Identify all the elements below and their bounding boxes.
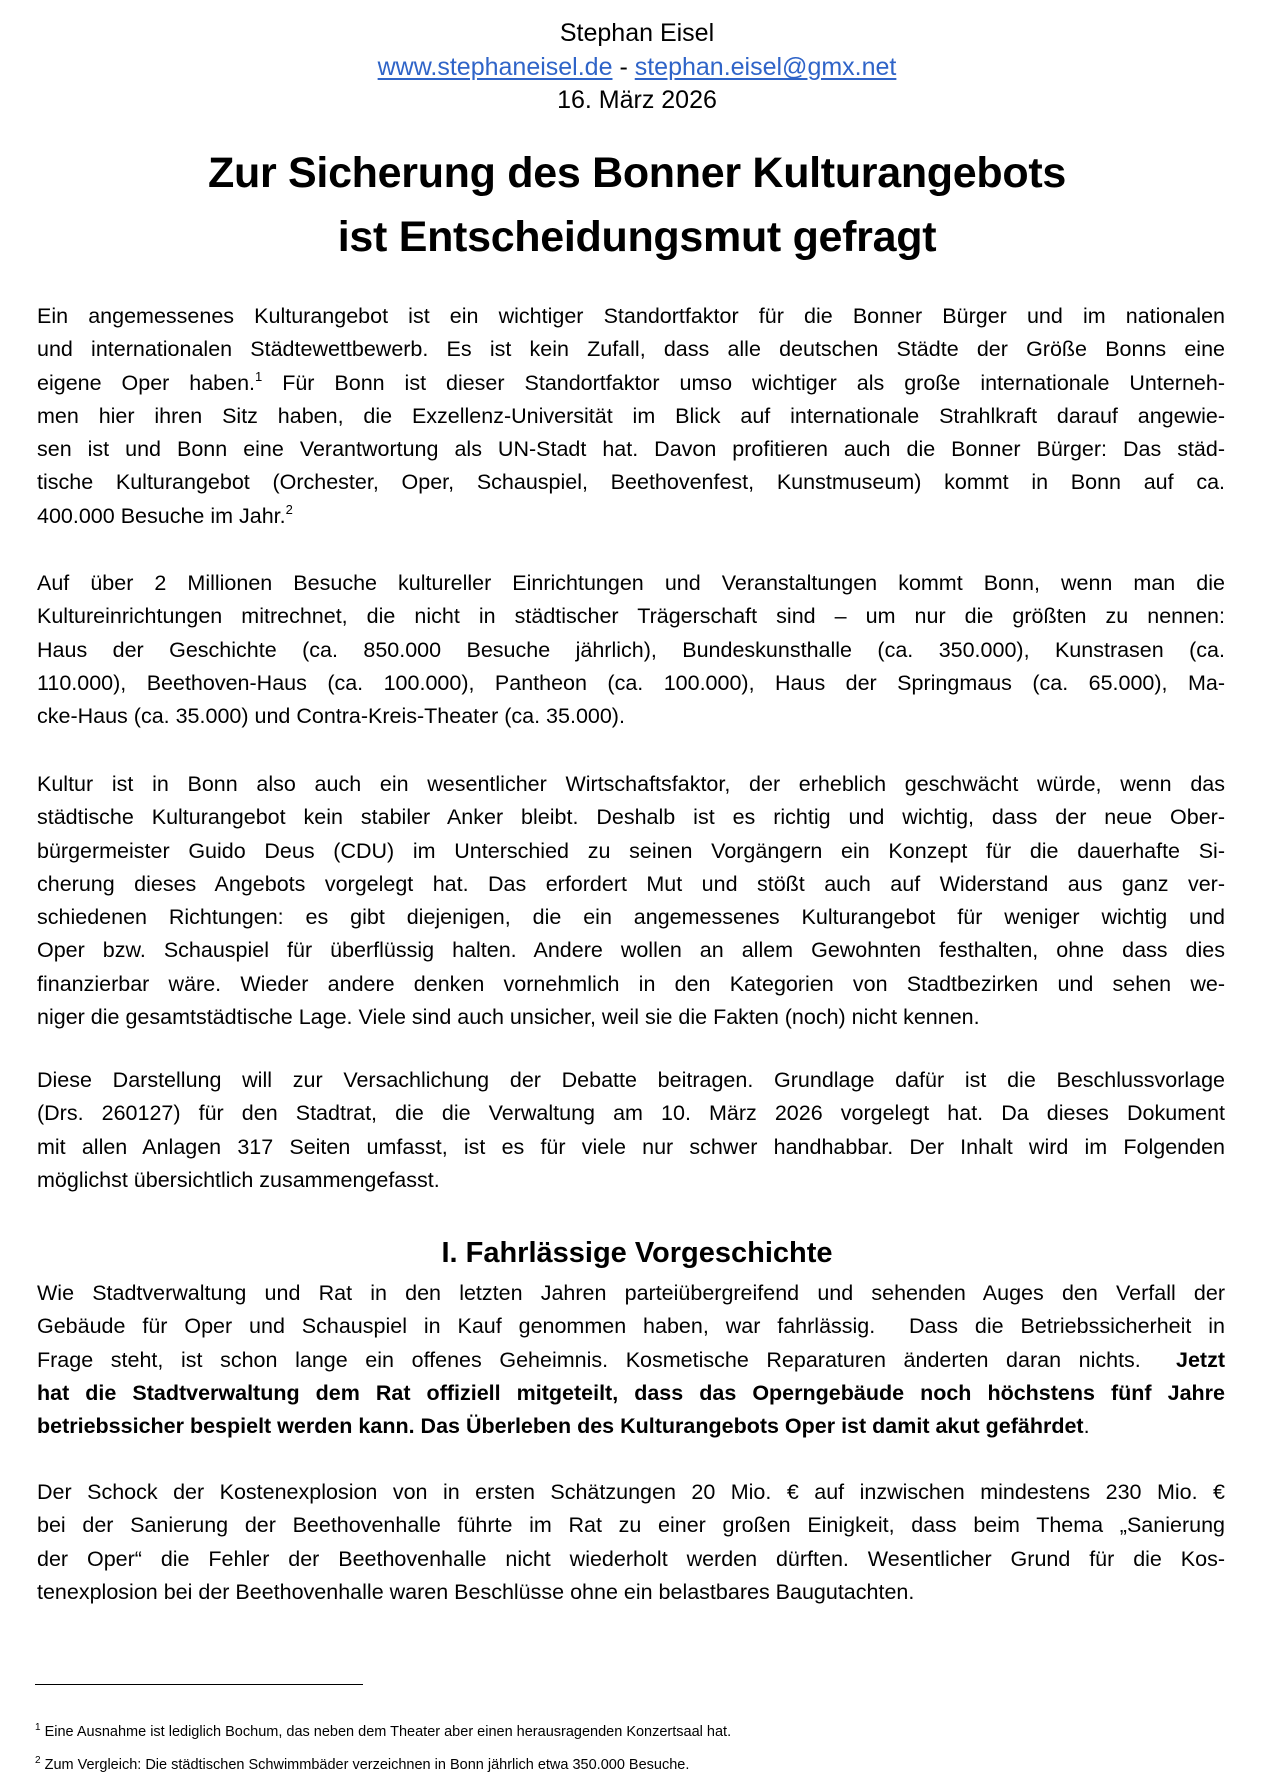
footnote-number: 2 [35,1755,41,1766]
title-line-2: ist Entscheidungsmut gefragt [337,213,937,261]
title-line-1: Zur Sicherung des Bonner Kulturangebots [208,149,1066,197]
text-line: finanzierbar wäre. Wieder andere denken vornehmlich in den Kategorien von Stadtbezirken und sehen we- [37,971,1225,996]
section-heading: I. Fahrlässige Vorgeschichte [441,1237,833,1269]
text-line: cke-Haus (ca. 35.000) und Contra-Kreis-Theater (ca. 35.000). [37,704,625,729]
text-line: Kultur ist in Bonn also auch ein wesentlicher Wirtschaftsfaktor, der erheblich geschwächt würde, wenn das [37,772,1225,796]
text-line: Kultureinrichtungen mitrechnet, die nicht in städtischer Trägerschaft sind – um nur die größten zu nennen: [37,604,1225,629]
text-line: Ein angemessenes Kulturangebot ist ein wichtiger Standortfaktor für die Bonner Bürger und im nationalen [37,304,1225,328]
text-segment: . [1083,1414,1090,1439]
author-name: Stephan Eisel [559,19,715,47]
text-line: (Drs. 260127) für den Stadtrat, die die Verwaltung am 10. März 2026 vorgelegt hat. Da dieses Dokument [37,1101,1225,1126]
text-line: bürgermeister Guido Deus (CDU) im Unterschied zu seinen Vorgängern ein Konzept für die dauerhafte Si- [37,838,1225,863]
footnote-separator [35,1684,363,1685]
footnote-2 [35,1749,689,1782]
text-line: 110.000), Beethoven-Haus (ca. 100.000), Pantheon (ca. 100.000), Haus der Springmaus (ca. 65.000), Ma- [37,670,1225,695]
text-line: schiedenen Richtungen: es gibt diejenigen, die ein angemessenes Kulturangebot für weniger wichtig und [37,905,1225,930]
text-line: Der Schock der Kostenexplosion von in ersten Schätzungen 20 Mio. € auf inzwischen mindestens 230 Mio. € [37,1480,1225,1504]
email-link[interactable]: stephan.eisel@gmx.net [634,53,897,81]
text-line: cherung dieses Angebots vorgelegt hat. Das erfordert Mut und stößt auch auf Widerstand aus ganz ver- [37,871,1225,896]
contact-line [0,50,1274,84]
text-segment: Gebäude für Oper und Schauspiel in Kauf genommen haben, war fahrlässig. Dass die Betriebssicherheit in [37,1314,1225,1339]
text-line: Auf über 2 Millionen Besuche kultureller Einrichtungen und Veranstaltungen kommt Bonn, wenn man die [37,571,1225,595]
text-line: mit allen Anlagen 317 Seiten umfasst, ist es für viele nur schwer handhabbar. Der Inhalt wird im Folgenden [37,1134,1225,1159]
text-segment: Für Bonn ist dieser Standortfaktor umso wichtiger als große internationale Unterneh- [262,370,1225,395]
paragraph-2 [37,567,1225,733]
bold-text-segment: betriebssicher bespielt werden kann. Das Überleben des Kulturangebots Oper ist damit akut gefährdet [37,1414,1084,1439]
bold-text-segment: Jetzt [1176,1347,1225,1372]
text-line [37,1410,1225,1443]
footnote-reference[interactable]: 1 [255,368,263,384]
text-line: niger die gesamtstädtische Lage. Viele sind auch unsicher, weil sie die Fakten (noch) nicht kennen. [37,1005,980,1030]
paragraph-6 [37,1476,1225,1609]
text-line: Haus der Geschichte (ca. 850.000 Besuche jährlich), Bundeskunsthalle (ca. 350.000), Kunstrasen (ca. [37,637,1225,662]
text-segment: Frage steht, ist schon lange ein offenes Geheimnis. Kosmetische Reparaturen änderten daran nichts. [37,1347,1177,1372]
text-line: men hier ihren Sitz haben, die Exzellenz-Universität im Blick auf internationale Strahlkraft darauf angewie- [37,403,1225,428]
text-line: bei der Sanierung der Beethovenhalle führte im Rat zu einer großen Einigkeit, dass beim Thema „Sanierung [37,1513,1225,1538]
document-date: 16. März 2026 [557,86,717,114]
document-title [0,141,1274,269]
footnote-reference[interactable]: 2 [285,501,293,517]
paragraph-3 [37,768,1225,1034]
text-line: und internationalen Städtewettbewerb. Es ist kein Zufall, dass alle deutschen Städte der Größe Bonns eine [37,337,1225,362]
paragraph-4 [37,1064,1225,1197]
text-segment: Wie Stadtverwaltung und Rat in den letzten Jahren parteiübergreifend und sehenden Auges den Verfall der [37,1281,1225,1305]
text-line [37,500,1225,533]
text-line: Diese Darstellung will zur Versachlichung der Debatte beitragen. Grundlage dafür ist die Beschlussvorlage [37,1068,1225,1092]
text-line [37,1344,1225,1377]
text-line: städtische Kulturangebot kein stabiler Anker bleibt. Deshalb ist es richtig und wichtig, dass der neue Ober- [37,805,1225,830]
text-line: der Oper“ die Fehler der Beethovenhalle nicht wiederholt werden dürften. Wesentlicher Grund für die Kos- [37,1546,1225,1571]
text-line: tische Kulturangebot (Orchester, Oper, Schauspiel, Beethovenfest, Kunstmuseum) kommt in Bonn auf ca. [37,470,1225,495]
contact-separator: - [619,53,628,81]
text-line: möglichst übersichtlich zusammengefasst. [37,1167,440,1192]
footnote-text: Zum Vergleich: Die städtischen Schwimmbäder verzeichnen in Bonn jährlich etwa 350.000 Besuche. [40,1757,690,1773]
text-line: sen ist und Bonn eine Verantwortung als UN-Stadt hat. Davon profitieren auch die Bonner Bürger: Das städ- [37,437,1225,462]
text-segment: 400.000 Besuche im Jahr. [37,503,286,528]
text-line [37,1277,1225,1310]
footnote-number: 1 [35,1722,41,1733]
bold-text-segment: hat die Stadtverwaltung dem Rat offiziell mitgeteilt, dass das Operngebäude noch höchstens fünf Jahre [37,1380,1225,1405]
website-link[interactable]: www.stephaneisel.de [377,53,613,81]
text-line: tenexplosion bei der Beethovenhalle waren Beschlüsse ohne ein belastbares Baugutachten. [37,1579,915,1604]
paragraph-5 [37,1277,1225,1443]
text-line: Oper bzw. Schauspiel für überflüssig halten. Andere wollen an allem Gewohnten festhalten, ohne dass dies [37,938,1225,963]
footnote-1 [35,1716,731,1749]
paragraph-1 [37,300,1225,533]
text-line [37,367,1225,400]
text-segment: eigene Oper haben. [37,370,256,395]
text-line [37,1377,1225,1410]
footnote-text: Eine Ausnahme ist lediglich Bochum, das neben dem Theater aber einen herausragenden Konzertsaal hat. [40,1724,732,1740]
text-line [37,1310,1225,1343]
